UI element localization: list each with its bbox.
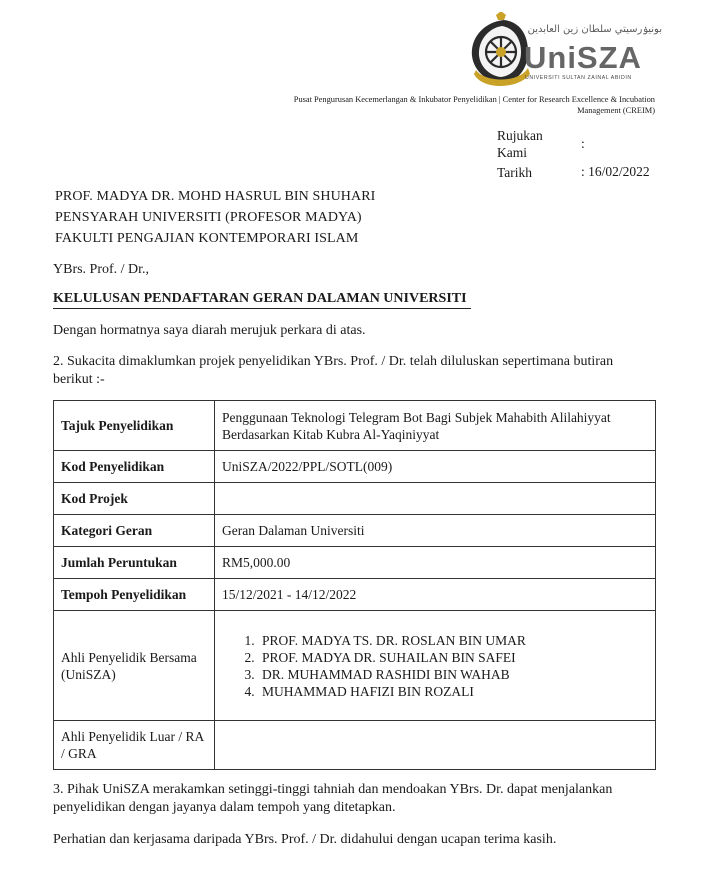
- table-row: [54, 401, 656, 451]
- table-row: [54, 721, 656, 770]
- paragraph-1: Dengan hormatnya saya diarah merujuk perkara di atas.: [53, 323, 366, 338]
- centre-header: [225, 94, 655, 116]
- ahli-bersama-label: Ahli Penyelidik Bersama (UniSZA): [54, 611, 215, 721]
- ahli-luar-value: [215, 721, 656, 770]
- svg-text:UNIVERSITI SULTAN ZAINAL ABIDI: UNIVERSITI SULTAN ZAINAL ABIDIN: [525, 75, 632, 81]
- list-item: 4. MUHAMMAD HAFIZI BIN ROZALI: [258, 683, 648, 700]
- recipient-position: PENSYARAH UNIVERSITI (PROFESOR MADYA): [55, 210, 362, 225]
- table-row: [54, 611, 656, 721]
- kod-penyelidikan-label: Kod Penyelidikan: [54, 451, 215, 483]
- ahli-bersama-value: [215, 611, 656, 721]
- kod-projek-label: Kod Projek: [54, 483, 215, 515]
- recipient-faculty: FAKULTI PENGAJIAN KONTEMPORARI ISLAM: [55, 231, 359, 246]
- jumlah-label: Jumlah Peruntukan: [54, 547, 215, 579]
- centre-line-1: Pusat Pengurusan Kecemerlangan & Inkubator Penyelidikan | Center for Research Excellence & Incubation: [293, 95, 655, 104]
- recipient-name: PROF. MADYA DR. MOHD HASRUL BIN SHUHARI: [55, 189, 376, 204]
- list-item: 3. DR. MUHAMMAD RASHIDI BIN WAHAB: [258, 666, 648, 683]
- svg-text:بونيۏرسيتي سلطان زين العابدين: بونيۏرسيتي سلطان زين العابدين: [527, 24, 662, 35]
- table-row: [54, 451, 656, 483]
- recipient-block: [55, 186, 375, 249]
- tempoh-label: Tempoh Penyelidikan: [54, 579, 215, 611]
- unisza-crest-icon: [466, 12, 666, 88]
- rujukan-value: :: [581, 136, 585, 151]
- kategori-value: Geran Dalaman Universiti: [215, 515, 656, 547]
- salutation: YBrs. Prof. / Dr.,: [53, 262, 150, 277]
- centre-line-2: Management (CREIM): [577, 106, 655, 115]
- table-row: [54, 547, 656, 579]
- ahli-luar-label: Ahli Penyelidik Luar / RA / GRA: [54, 721, 215, 770]
- table-row: [54, 579, 656, 611]
- paragraph-4: Perhatian dan kerjasama daripada YBrs. Prof. / Dr. didahului dengan ucapan terima kasih.: [53, 832, 557, 847]
- list-item: 2. PROF. MADYA DR. SUHAILAN BIN SAFEI: [258, 649, 648, 666]
- jumlah-value: RM5,000.00: [215, 547, 656, 579]
- table-row: [54, 515, 656, 547]
- list-item: 1. PROF. MADYA TS. DR. ROSLAN BIN UMAR: [258, 632, 648, 649]
- rujukan-label: Rujukan Kami: [497, 128, 543, 160]
- kod-penyelidikan-value: UniSZA/2022/PPL/SOTL(009): [215, 451, 656, 483]
- kategori-label: Kategori Geran: [54, 515, 215, 547]
- tempoh-value: 15/12/2021 - 14/12/2022: [215, 579, 656, 611]
- letter-subject: KELULUSAN PENDAFTARAN GERAN DALAMAN UNIVERSITI: [53, 291, 471, 307]
- tarikh-value: : 16/02/2022: [581, 164, 650, 179]
- tajuk-label: Tajuk Penyelidikan: [54, 401, 215, 451]
- kod-projek-value: [215, 483, 656, 515]
- paragraph-3: 3. Pihak UniSZA merakamkan setinggi-tinggi tahniah dan mendoakan YBrs. Dr. dapat menjalankan penyelidikan dengan jayanya dalam tempoh yang ditetapkan.: [53, 782, 613, 815]
- member-list: [222, 632, 648, 700]
- research-details-table: [53, 400, 656, 770]
- tarikh-label: Tarikh: [497, 165, 533, 180]
- tajuk-value: Penggunaan Teknologi Telegram Bot Bagi Subjek Mahabith Alilahiyyat Berdasarkan Kitab Kubra Al-Yaqiniyyat: [215, 401, 656, 451]
- table-row: [54, 483, 656, 515]
- svg-text:UniSZA: UniSZA: [524, 40, 642, 75]
- unisza-logo: [466, 12, 666, 88]
- paragraph-2: 2. Sukacita dimaklumkan projek penyelidikan YBrs. Prof. / Dr. telah diluluskan sepertimana butiran berikut :-: [53, 354, 614, 387]
